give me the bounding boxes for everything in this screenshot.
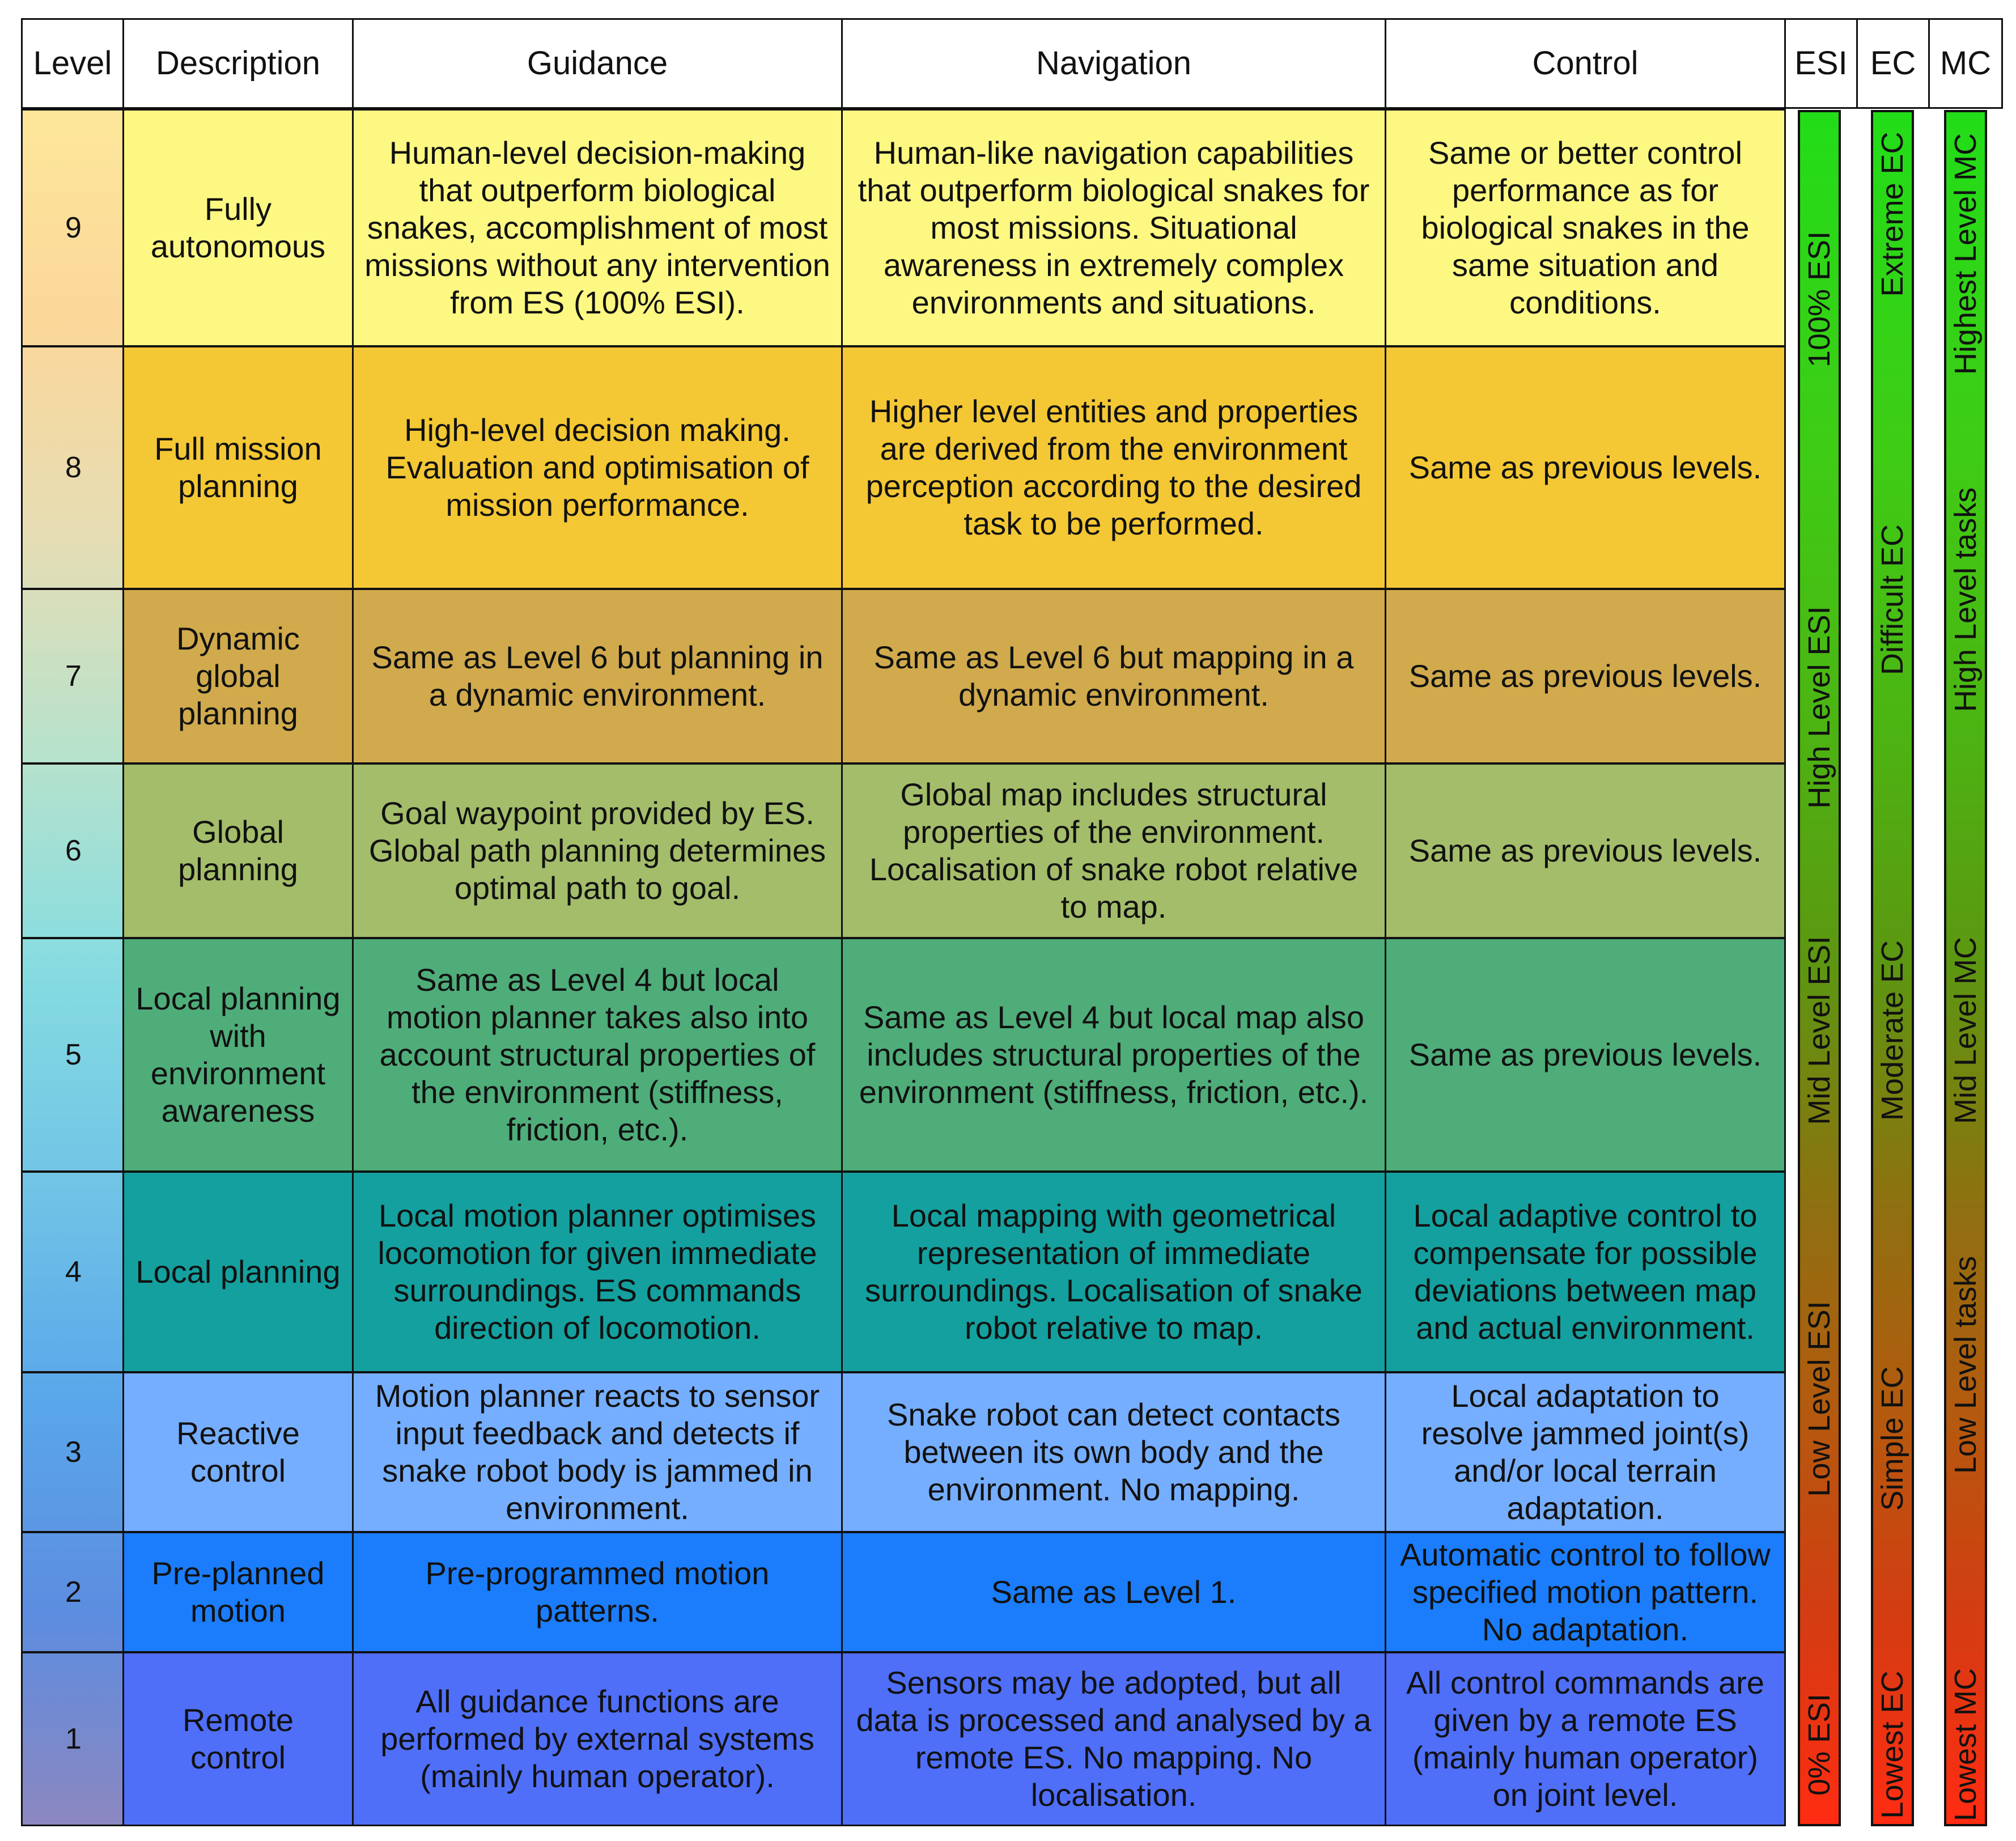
ec-label-difficult: Difficult EC — [1875, 524, 1909, 676]
row-1-level: 1 — [21, 1652, 124, 1826]
row-2-description: Pre-planned motion — [122, 1532, 354, 1653]
row-1-description: Remote control — [122, 1652, 354, 1826]
row-2-guidance: Pre-programmed motion patterns. — [352, 1532, 843, 1653]
row-4-level: 4 — [21, 1171, 124, 1373]
header-ec: EC — [1856, 18, 1930, 109]
esi-label-high: High Level ESI — [1802, 606, 1836, 809]
row-1-control: All control commands are given by a remote ES (mainly human operator) on joint level. — [1385, 1652, 1786, 1826]
row-1-guidance: All guidance functions are performed by external systems (mainly human operator). — [352, 1652, 843, 1826]
ec-scale-bar — [1871, 110, 1914, 1826]
header-guidance: Guidance — [352, 18, 843, 109]
esi-label-low: Low Level ESI — [1802, 1301, 1836, 1497]
esi-label-100: 100% ESI — [1802, 231, 1836, 368]
row-5-control: Same as previous levels. — [1385, 938, 1786, 1172]
header-esi: ESI — [1784, 18, 1858, 109]
row-3-level: 3 — [21, 1372, 124, 1533]
header-level: Level — [21, 18, 124, 109]
row-2-navigation: Same as Level 1. — [841, 1532, 1386, 1653]
row-4-guidance: Local motion planner optimises locomotion for given immediate surroundings. ES commands direction of locomotion. — [352, 1171, 843, 1373]
row-7-control: Same as previous levels. — [1385, 588, 1786, 764]
mc-scale-bar — [1944, 110, 1987, 1826]
row-8-guidance: High-level decision making. Evaluation and optimisation of mission performance. — [352, 346, 843, 589]
header-description: Description — [122, 18, 354, 109]
header-mc: MC — [1928, 18, 2003, 109]
header-control: Control — [1385, 18, 1786, 109]
row-7-level: 7 — [21, 588, 124, 764]
row-8-level: 8 — [21, 346, 124, 589]
row-2-level: 2 — [21, 1532, 124, 1653]
row-7-navigation: Same as Level 6 but mapping in a dynamic environment. — [841, 588, 1386, 764]
row-7-guidance: Same as Level 6 but planning in a dynamic environment. — [352, 588, 843, 764]
row-9-navigation: Human-like navigation capabilities that outperform biological snakes for most missions. Situational awareness in extremely complex environments and situations. — [841, 109, 1386, 347]
row-4-navigation: Local mapping with geometrical representation of immediate surroundings. Localisation of snake robot relative to map. — [841, 1171, 1386, 1373]
row-8-control: Same as previous levels. — [1385, 346, 1786, 589]
mc-label-highest: Highest Level MC — [1949, 133, 1983, 375]
mc-label-lowest: Lowest MC — [1949, 1668, 1983, 1822]
row-2-control: Automatic control to follow specified motion pattern. No adaptation. — [1385, 1532, 1786, 1653]
esi-label-0: 0% ESI — [1802, 1693, 1836, 1796]
row-9-level: 9 — [21, 109, 124, 347]
mc-label-mid: Mid Level MC — [1949, 936, 1983, 1125]
row-6-navigation: Global map includes structural properties of the environment. Localisation of snake robot relative to map. — [841, 763, 1386, 939]
row-9-guidance: Human-level decision-making that outperform biological snakes, accomplishment of most missions without any intervention from ES (100% ESI). — [352, 109, 843, 347]
ec-label-simple: Simple EC — [1875, 1366, 1909, 1511]
row-4-control: Local adaptive control to compensate for possible deviations between map and actual environment. — [1385, 1171, 1786, 1373]
row-8-navigation: Higher level entities and properties are derived from the environment perception according to the desired task to be performed. — [841, 346, 1386, 589]
ec-label-extreme: Extreme EC — [1875, 132, 1909, 297]
row-5-description: Local planning with environment awareness — [122, 938, 354, 1172]
mc-label-low-tasks: Low Level tasks — [1949, 1255, 1983, 1474]
row-6-level: 6 — [21, 763, 124, 939]
row-3-description: Reactive control — [122, 1372, 354, 1533]
row-5-navigation: Same as Level 4 but local map also includes structural properties of the environment (stiffness, friction, etc.). — [841, 938, 1386, 1172]
row-4-description: Local planning — [122, 1171, 354, 1373]
row-7-description: Dynamic global planning — [122, 588, 354, 764]
ec-label-lowest: Lowest EC — [1875, 1670, 1909, 1819]
row-5-guidance: Same as Level 4 but local motion planner takes also into account structural properties of the environment (stiffness, friction, etc.). — [352, 938, 843, 1172]
row-1-navigation: Sensors may be adopted, but all data is processed and analysed by a remote ES. No mapping. No localisation. — [841, 1652, 1386, 1826]
row-8-description: Full mission planning — [122, 346, 354, 589]
row-9-control: Same or better control performance as for biological snakes in the same situation and conditions. — [1385, 109, 1786, 347]
row-6-control: Same as previous levels. — [1385, 763, 1786, 939]
row-3-control: Local adaptation to resolve jammed joint(s) and/or local terrain adaptation. — [1385, 1372, 1786, 1533]
row-6-guidance: Goal waypoint provided by ES. Global path planning determines optimal path to goal. — [352, 763, 843, 939]
row-9-description: Fully autonomous — [122, 109, 354, 347]
row-5-level: 5 — [21, 938, 124, 1172]
header-navigation: Navigation — [841, 18, 1386, 109]
row-3-navigation: Snake robot can detect contacts between its own body and the environment. No mapping. — [841, 1372, 1386, 1533]
row-3-guidance: Motion planner reacts to sensor input feedback and detects if snake robot body is jammed in environment. — [352, 1372, 843, 1533]
esi-label-mid: Mid Level ESI — [1802, 936, 1836, 1125]
ec-label-moderate: Moderate EC — [1875, 940, 1909, 1121]
mc-label-high-tasks: High Level tasks — [1949, 487, 1983, 712]
row-6-description: Global planning — [122, 763, 354, 939]
esi-scale-bar — [1798, 110, 1841, 1826]
